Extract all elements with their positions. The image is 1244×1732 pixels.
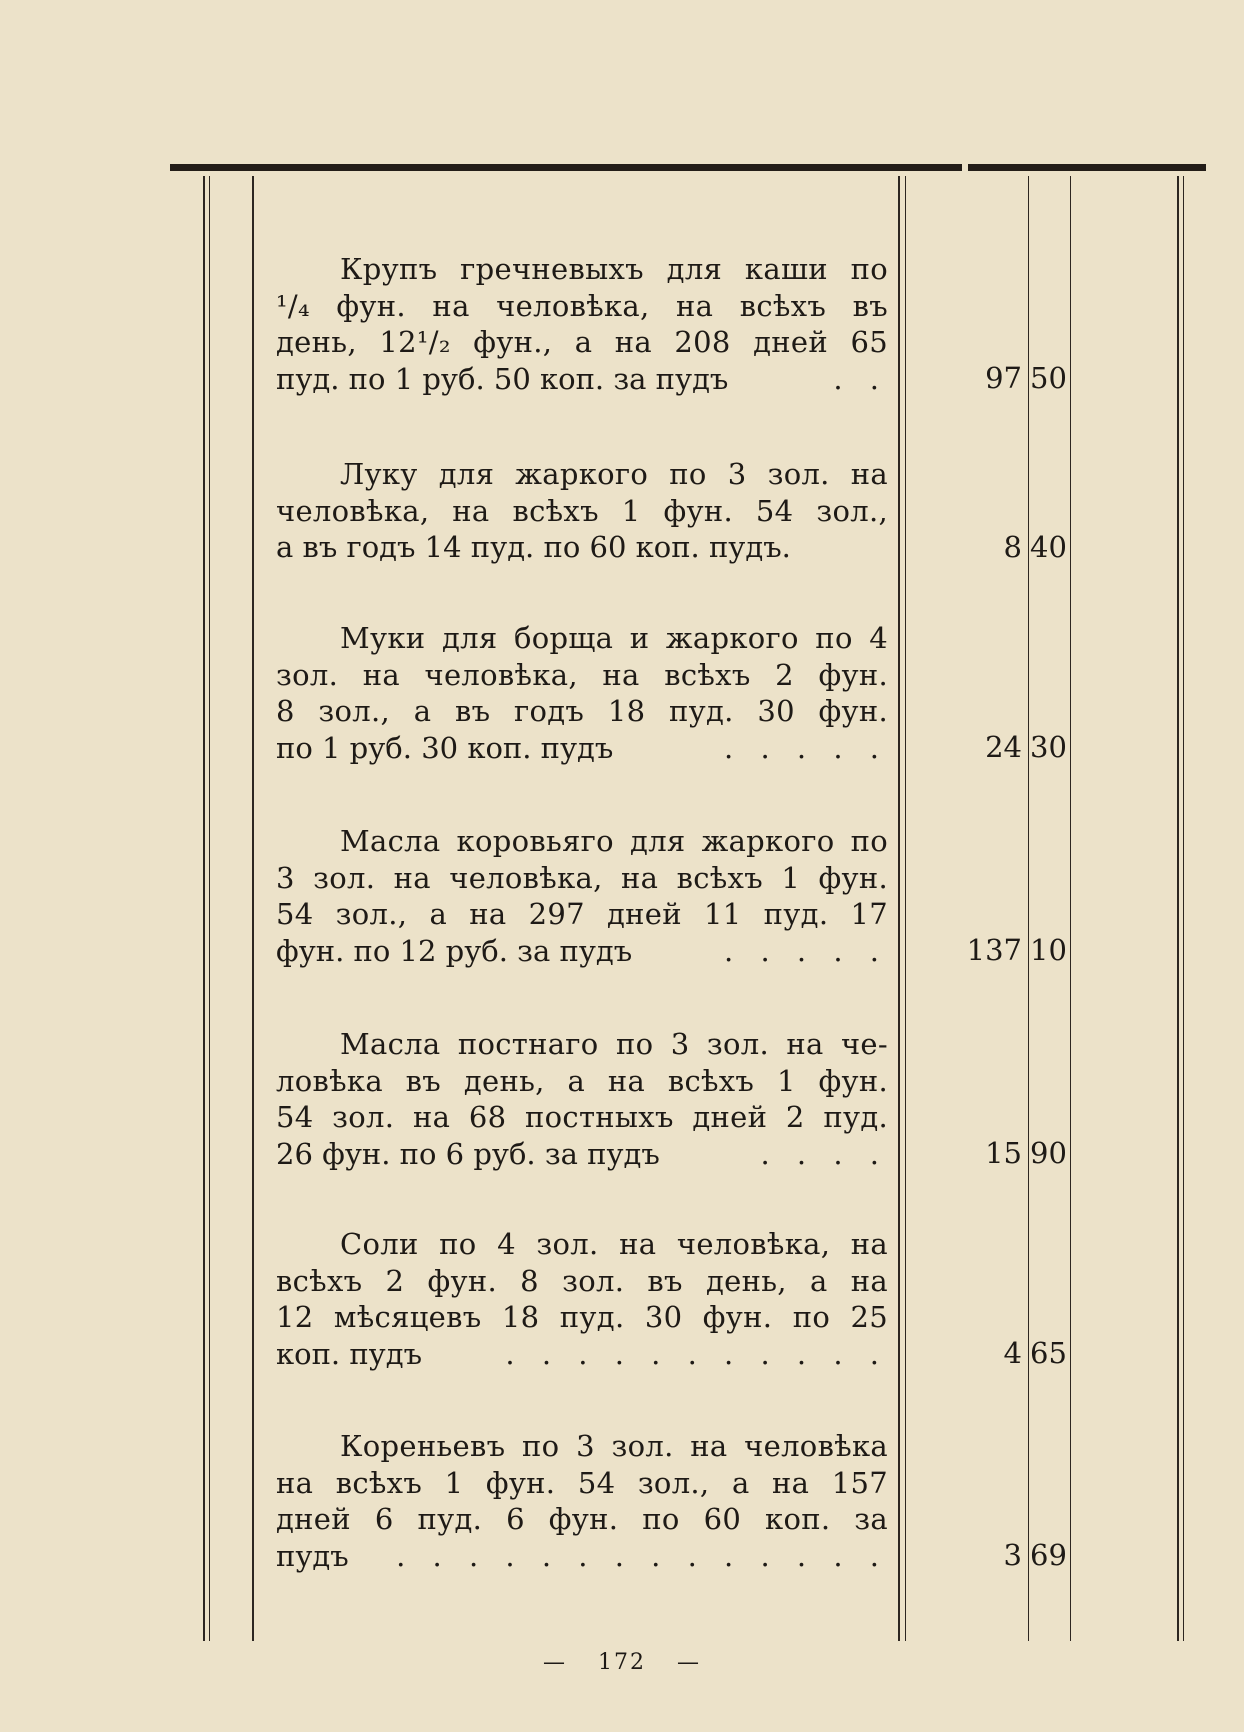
entry-last-line: а въ годъ 14 пуд. по 60 коп. пудъ. <box>276 530 791 564</box>
top-rule-right <box>968 164 1206 171</box>
page-number: 172 <box>598 1650 646 1675</box>
amount-rubles: 8 <box>1003 530 1022 564</box>
rub-column-left-line <box>898 176 900 1641</box>
table-border-left-inner <box>209 176 210 1641</box>
entry-first-line: Луку для жаркого по 3 зол. на <box>340 457 888 491</box>
amount-rubles: 24 <box>985 730 1022 764</box>
amount-kopecks: 69 <box>1030 1538 1067 1572</box>
amount-kopecks: 90 <box>1030 1136 1067 1170</box>
table-border-left-outer <box>203 176 205 1641</box>
entry-line: человѣка, на всѣхъ 1 фун. 54 зол., <box>276 493 888 528</box>
amount-kopecks: 30 <box>1030 730 1067 764</box>
leader-dots: . . <box>833 361 888 396</box>
entry-buckwheat <box>276 251 888 397</box>
page-footer <box>0 1650 1244 1675</box>
entry-last-line: пудъ <box>276 1538 349 1573</box>
entry-line: ловѣка въ день, а на всѣхъ 1 фун. <box>276 1063 888 1098</box>
entry-line: день, 12¹/₂ фун., а на 208 дней 65 <box>276 325 888 359</box>
entry-roots <box>276 1428 888 1574</box>
entry-first-line: Соли по 4 зол. на человѣка, на <box>340 1227 888 1261</box>
entry-line: зол. на человѣка, на всѣхъ 2 фун. <box>276 657 888 692</box>
footer-dash-right: — <box>677 1650 701 1675</box>
entry-first-line: Кореньевъ по 3 зол. на человѣка <box>340 1429 888 1463</box>
entry-line: ¹/₄ фун. на человѣка, на всѣхъ въ <box>276 288 888 323</box>
entry-first-line: Муки для борща и жаркого по 4 <box>340 621 888 655</box>
entry-line: дней 6 пуд. 6 фун. по 60 коп. за <box>276 1502 888 1536</box>
amount-rubles: 4 <box>1003 1336 1022 1370</box>
entry-last-line: 26 фун. по 6 руб. за пудъ <box>276 1136 660 1171</box>
amount-kopecks: 40 <box>1030 530 1067 564</box>
entry-flour <box>276 620 888 766</box>
footer-dash-left: — <box>543 1650 567 1675</box>
amount-kopecks: 50 <box>1030 361 1067 395</box>
table-border-right-outer <box>1183 176 1184 1641</box>
kop-column-left-line <box>1028 176 1029 1641</box>
entry-first-line: Крупъ гречневыхъ для каши по <box>340 252 888 286</box>
entry-line: 3 зол. на человѣка, на всѣхъ 1 фун. <box>276 860 888 895</box>
amount-rubles: 15 <box>985 1136 1022 1170</box>
entry-last-line: фун. по 12 руб. за пудъ <box>276 933 633 968</box>
entry-first-line: Масла коровьяго для жаркого по <box>340 824 888 858</box>
entry-line: 54 зол. на 68 постныхъ дней 2 пуд. <box>276 1100 888 1134</box>
leader-dots: . . . . <box>760 1136 888 1171</box>
entry-line: 54 зол., а на 297 дней 11 пуд. 17 <box>276 897 888 931</box>
amount-rubles: 3 <box>1003 1538 1022 1572</box>
amount-rubles: 137 <box>966 933 1022 967</box>
entry-line: на всѣхъ 1 фун. 54 зол., а на 157 <box>276 1465 888 1500</box>
entry-line: всѣхъ 2 фун. 8 зол. въ день, а на <box>276 1263 888 1298</box>
entry-line: 8 зол., а въ годъ 18 пуд. 30 фун. <box>276 694 888 728</box>
entry-vegetable-oil <box>276 1026 888 1172</box>
entry-last-line: пуд. по 1 руб. 50 коп. за пудъ <box>276 361 729 396</box>
leader-dots: . . . . . . . . . . . <box>505 1336 888 1371</box>
text-column-left-line <box>252 176 254 1641</box>
amount-rubles: 97 <box>985 361 1022 395</box>
table-border-right-inner <box>1177 176 1179 1641</box>
entry-last-line: коп. пудъ <box>276 1336 423 1371</box>
leader-dots: . . . . . <box>724 730 888 765</box>
leader-dots: . . . . . <box>724 933 888 968</box>
leader-dots: . . . . . . . . . . . . . . <box>396 1538 888 1573</box>
entry-salt <box>276 1226 888 1372</box>
entry-last-line: по 1 руб. 30 коп. пудъ <box>276 730 614 765</box>
entry-first-line: Масла постнаго по 3 зол. на че- <box>340 1027 888 1061</box>
entry-line: 12 мѣсяцевъ 18 пуд. 30 фун. по 25 <box>276 1300 888 1334</box>
top-rule-left <box>170 164 962 171</box>
amount-kopecks: 10 <box>1030 933 1067 967</box>
entry-onion <box>276 456 888 566</box>
amount-kopecks: 65 <box>1030 1336 1067 1370</box>
entry-butter <box>276 823 888 969</box>
